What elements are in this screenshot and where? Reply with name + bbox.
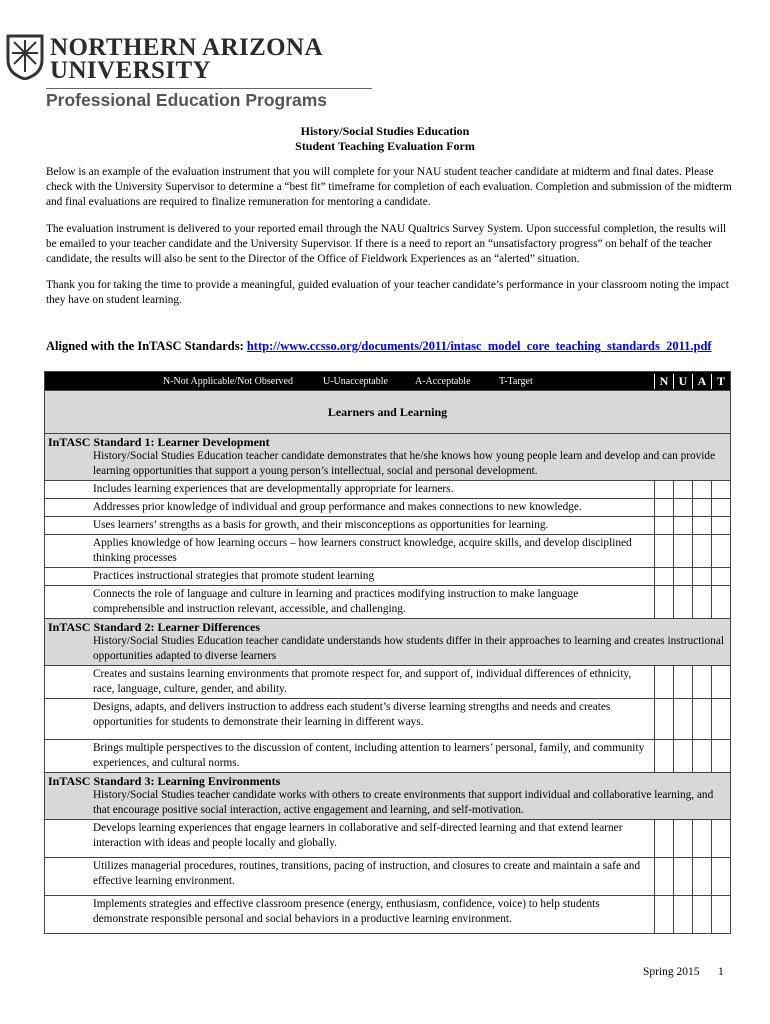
indicator-row [45,740,731,773]
indicator-row [45,666,731,699]
form-title-line2: Student Teaching Evaluation Form [295,139,475,153]
rating-a-checkbox[interactable] [693,481,712,499]
code-t: T [711,374,730,389]
code-a: A [692,374,711,389]
rating-a-checkbox[interactable] [693,666,712,699]
rating-n-checkbox[interactable] [655,896,674,934]
rating-a-checkbox[interactable] [693,517,712,535]
rating-n-checkbox[interactable] [655,820,674,858]
rating-a-checkbox[interactable] [693,568,712,586]
standard-row [45,434,731,481]
program-name: Professional Education Programs [46,90,328,110]
university-name-line1: NORTHERN ARIZONA [50,34,323,61]
rating-u-checkbox[interactable] [674,568,693,586]
legend-not-applicable: N-Not Applicable/Not Observed [163,375,293,387]
rating-a-checkbox[interactable] [693,535,712,568]
indicator-row [45,517,731,535]
rating-n-checkbox[interactable] [655,858,674,896]
rating-n-checkbox[interactable] [655,517,674,535]
rating-n-checkbox[interactable] [655,740,674,773]
rating-t-checkbox[interactable] [712,896,731,934]
code-n: N [654,374,673,389]
rating-u-checkbox[interactable] [674,586,693,619]
form-title-line1: History/Social Studies Education [300,124,470,138]
footer-term: Spring 2015 [643,966,700,978]
rating-u-checkbox[interactable] [674,499,693,517]
rating-u-checkbox[interactable] [674,858,693,896]
standard-row [45,619,731,666]
indicator-text: Designs, adapts, and delivers instruction to address each student’s diverse learning strengths and needs and creates opportunities for students to demonstrate their learning in different ways. [93,701,611,728]
standard-title: InTASC Standard 3: Learning Environments [48,774,281,788]
rating-t-checkbox[interactable] [712,568,731,586]
rating-u-checkbox[interactable] [674,896,693,934]
rating-t-checkbox[interactable] [712,699,731,740]
rating-a-checkbox[interactable] [693,740,712,773]
rating-n-checkbox[interactable] [655,535,674,568]
standard-title: InTASC Standard 1: Learner Development [48,435,270,449]
rating-n-checkbox[interactable] [655,499,674,517]
legend-target: T-Target [499,375,533,387]
indicator-text: Includes learning experiences that are developmentally appropriate for learners. [93,483,454,495]
rating-t-checkbox[interactable] [712,740,731,773]
indicator-text: Applies knowledge of how learning occurs – how learners construct knowledge, acquire skills, and develop disciplined thinking processes [93,537,632,564]
rating-u-checkbox[interactable] [674,740,693,773]
rating-t-checkbox[interactable] [712,586,731,619]
shield-icon [6,34,44,80]
intro-paragraph-1: Below is an example of the evaluation instrument that you will complete for your NAU student teacher candidate at midterm and final dates. Please check with the University Supervisor to determine a “best fit” timeframe for completion of each evaluation. Completion and submission of the midterm and final evaluations are required to finalize remuneration for mentoring a candidate. [46,166,732,208]
indicator-text: Connects the role of language and culture in learning and practices modifying instruction to make language comprehensible and instruction relevant, accessible, and challenging. [93,588,579,615]
rating-u-checkbox[interactable] [674,820,693,858]
section-title: Learners and Learning [45,391,731,434]
standard-row [45,773,731,820]
intro-paragraph-3: Thank you for taking the time to provide a meaningful, guided evaluation of your teacher candidate’s performance in your classroom noting the impact they have on student learning. [46,279,729,306]
rating-u-checkbox[interactable] [674,666,693,699]
rating-a-checkbox[interactable] [693,858,712,896]
indicator-row [45,535,731,568]
legend-unacceptable: U-Unacceptable [323,375,388,387]
rating-a-checkbox[interactable] [693,896,712,934]
rating-a-checkbox[interactable] [693,499,712,517]
rating-t-checkbox[interactable] [712,858,731,896]
rating-codes [654,374,730,389]
indicator-text: Practices instructional strategies that promote student learning [93,570,375,582]
indicator-row [45,481,731,499]
indicator-text: Creates and sustains learning environments that promote respect for, and support of, individual differences of ethnicity, race, language, culture, gender, and ability. [93,668,632,695]
rating-a-checkbox[interactable] [693,586,712,619]
legend-acceptable: A-Acceptable [415,375,471,387]
rating-u-checkbox[interactable] [674,481,693,499]
aligned-label: Aligned with the InTASC Standards: [46,339,247,353]
indicator-row [45,586,731,619]
indicator-row [45,820,731,858]
indicator-text: Develops learning experiences that engage learners in collaborative and self-directed learning and that extend learner interaction with ideas and people locally and globally. [93,822,623,849]
university-name-line2: UNIVERSITY [50,57,211,84]
rating-legend-row [45,372,731,391]
rating-t-checkbox[interactable] [712,499,731,517]
indicator-row [45,896,731,934]
rating-t-checkbox[interactable] [712,481,731,499]
rating-t-checkbox[interactable] [712,517,731,535]
code-u: U [673,374,692,389]
standard-description: History/Social Studies Education teacher candidate demonstrates that he/she knows how young people learn and develop and can provide learning opportunities that support a young person’s intellectual, social and personal development. [93,450,716,477]
rating-n-checkbox[interactable] [655,481,674,499]
aligned-standards [46,339,712,354]
rating-t-checkbox[interactable] [712,535,731,568]
rating-a-checkbox[interactable] [693,820,712,858]
university-logo [6,34,376,114]
standard-title: InTASC Standard 2: Learner Differences [48,620,260,634]
rating-n-checkbox[interactable] [655,586,674,619]
indicator-text: Implements strategies and effective classroom presence (energy, enthusiasm, confidence, voice) to help students demonstrate responsible personal and social behaviors in a productive learning environment. [93,898,600,925]
indicator-row [45,858,731,896]
rating-u-checkbox[interactable] [674,535,693,568]
rating-n-checkbox[interactable] [655,568,674,586]
evaluation-table [44,371,731,934]
indicator-text: Brings multiple perspectives to the discussion of content, including attention to learners’ personal, family, and community experiences, and cultural norms. [93,742,645,769]
rating-a-checkbox[interactable] [693,699,712,740]
rating-n-checkbox[interactable] [655,666,674,699]
rating-u-checkbox[interactable] [674,517,693,535]
standard-description: History/Social Studies teacher candidate works with others to create environments that support individual and collaborative learning, and that encourage positive social interaction, active engagement and learning, and self-motivation. [93,789,714,816]
indicator-text: Uses learners’ strengths as a basis for growth, and their misconceptions as opportunities for learning. [93,519,549,531]
intasc-standards-link[interactable]: http://www.ccsso.org/documents/2011/intasc_model_core_teaching_standards_2011.pdf [246,339,712,353]
indicator-text: Addresses prior knowledge of individual and group performance and makes connections to new knowledge. [93,501,582,513]
indicator-row [45,699,731,740]
intro-paragraph-2: The evaluation instrument is delivered to your reported email through the NAU Qualtrics Survey System. Upon successful completion, the results will be emailed to your teacher candidate and the University Supervisor. If there is a need to report an “unsatisfactory progress” on behalf of the teacher candidate, the results will also be sent to the Director of the Office of Fieldwork Experiences as an “alerted” situation. [46,223,727,265]
rating-t-checkbox[interactable] [712,666,731,699]
section-header-row [45,391,731,434]
standard-description: History/Social Studies Education teacher candidate understands how students differ in their approaches to learning and creates instructional opportunities adapted to diverse learners [93,635,724,662]
rating-n-checkbox[interactable] [655,699,674,740]
page-number: 1 [718,966,724,978]
indicator-row [45,568,731,586]
rating-t-checkbox[interactable] [712,820,731,858]
indicator-row [45,499,731,517]
header-rule [46,88,372,89]
rating-u-checkbox[interactable] [674,699,693,740]
indicator-text: Utilizes managerial procedures, routines, transitions, pacing of instruction, and closures to create and maintain a safe and effective learning environment. [93,860,641,887]
